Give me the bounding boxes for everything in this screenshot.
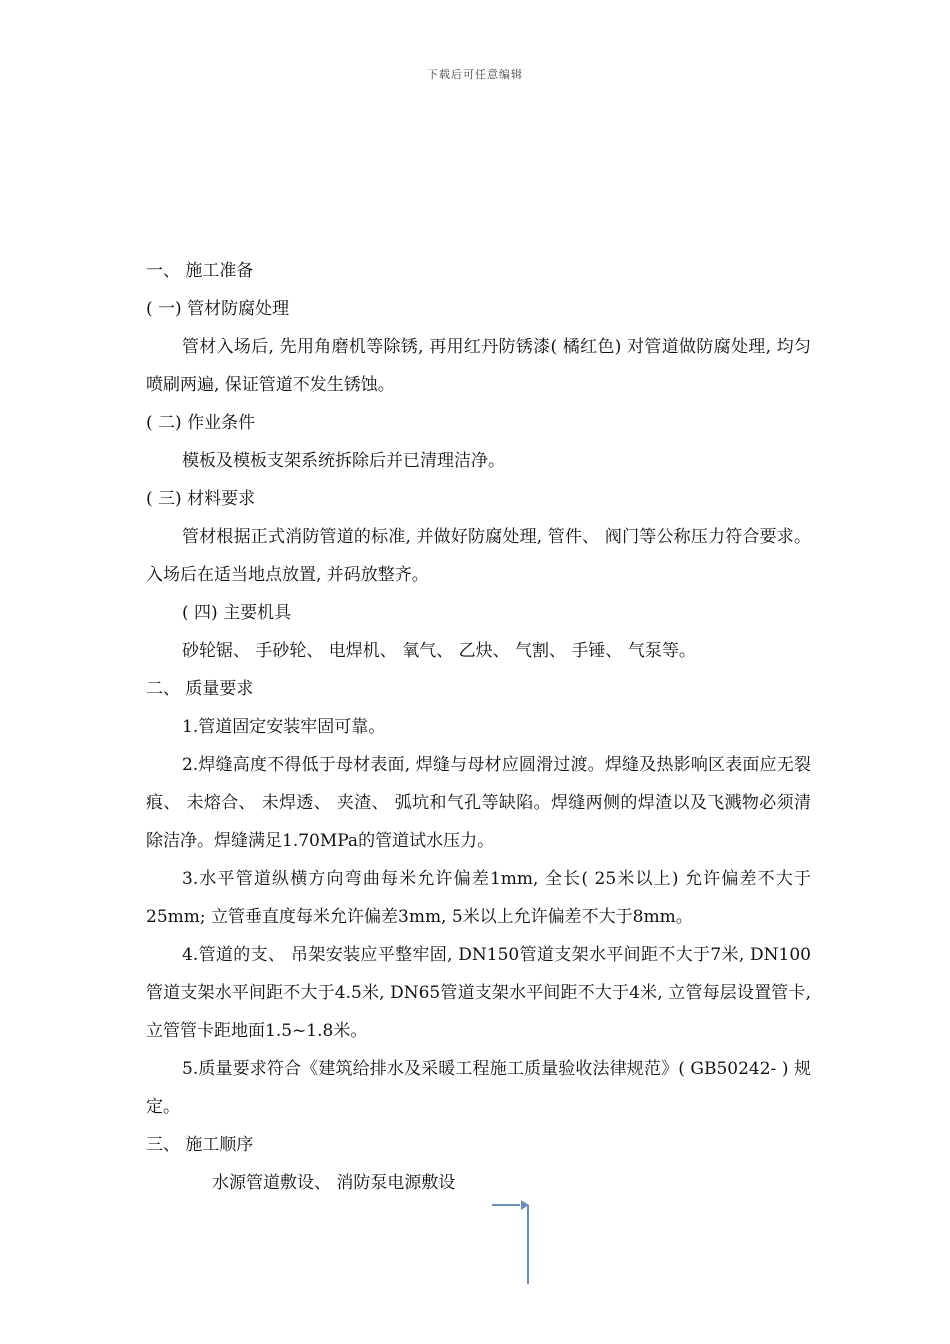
section-2-item-2: 2.焊缝高度不得低于母材表面, 焊缝与母材应圆滑过渡。焊缝及热影响区表面应无裂痕、 未熔合、 未焊透、 夹渣、 弧坑和气孔等缺陷。焊缝两侧的焊渣以及飞溅物必须清除洁净。焊缝满足1.70MPa的管道试水压力。 xyxy=(146,755,811,851)
section-1-3-heading: ( 三) 材料要求 xyxy=(146,489,256,509)
section-2-item-1: 1.管道固定安装牢固可靠。 xyxy=(182,717,386,737)
document-body xyxy=(146,252,811,1202)
section-1-4-heading: ( 四) 主要机具 xyxy=(182,603,292,623)
page-header-note: 下载后可任意编辑 xyxy=(427,68,523,81)
section-2-item-5: 5.质量要求符合《建筑给排水及采暖工程施工质量验收法律规范》( GB50242- ) 规定。 xyxy=(146,1059,811,1117)
section-2-heading: 二、 质量要求 xyxy=(146,679,254,699)
section-2-item-4: 4.管道的支、 吊架安装应平整牢固, DN150管道支架水平间距不大于7米, DN100管道支架水平间距不大于4.5米, DN65管道支架水平间距不大于4米, 立管每层设置管卡, 立管管卡距地面1.5~1.8米。 xyxy=(146,945,811,1041)
section-1-4-paragraph: 砂轮锯、 手砂轮、 电焊机、 氧气、 乙炔、 气割、 手锤、 气泵等。 xyxy=(182,641,696,661)
flowchart-step-1: 水源管道敷设、 消防泵电源敷设 xyxy=(212,1173,456,1193)
section-1-1-paragraph: 管材入场后, 先用角磨机等除锈, 再用红丹防锈漆( 橘红色) 对管道做防腐处理, 均匀喷刷两遍, 保证管道不发生锈蚀。 xyxy=(146,337,811,395)
section-1-heading: 一、 施工准备 xyxy=(146,261,254,281)
section-3-heading: 三、 施工顺序 xyxy=(146,1135,254,1155)
section-1-2-heading: ( 二) 作业条件 xyxy=(146,413,256,433)
section-1-2-paragraph: 模板及模板支架系统拆除后并已清理洁净。 xyxy=(182,451,505,471)
section-1-3-paragraph: 管材根据正式消防管道的标准, 并做好防腐处理, 管件、 阀门等公称压力符合要求。入场后在适当地点放置, 并码放整齐。 xyxy=(146,527,811,585)
section-2-item-3: 3.水平管道纵横方向弯曲每米允许偏差1mm, 全长( 25米以上) 允许偏差不大于25mm; 立管垂直度每米允许偏差3mm, 5米以上允许偏差不大于8mm。 xyxy=(146,869,811,927)
section-1-1-heading: ( 一) 管材防腐处理 xyxy=(146,299,290,319)
